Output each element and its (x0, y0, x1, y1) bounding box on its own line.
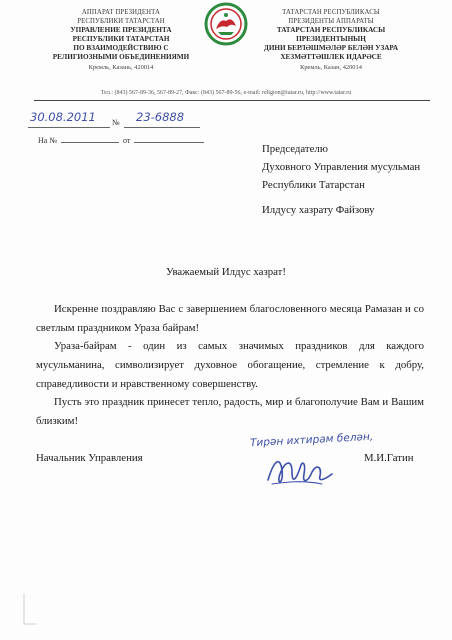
number-label: № (112, 118, 120, 127)
number-underline (124, 127, 200, 128)
reference-ot-label: от (122, 136, 131, 145)
body-paragraph-1: Искренне поздравляю Вас с завершением благословенного месяца Рамазан и со светлым праздником Ураза байрам! (36, 303, 424, 334)
addressee-line2: Духовного Управления мусульман (262, 161, 421, 173)
letterhead-left (36, 8, 206, 72)
addressee-block (262, 140, 420, 194)
date-underline (28, 127, 110, 128)
addressee-line3: Республики Татарстан (262, 179, 365, 191)
signer-title: Начальник Управления (36, 452, 143, 464)
reference-na-label: На № (38, 136, 57, 145)
greeting: Уважаемый Илдус хазрат! (166, 266, 286, 278)
corner-scan-mark (16, 590, 46, 630)
letterhead-right-line6: ХЕЗМӘТТӘШЛЕК ИДАРӘСЕ (280, 53, 382, 61)
handwritten-signature (262, 450, 338, 494)
handwritten-date: 30.08.2011 (30, 110, 96, 124)
letterhead-right-line2: ПРЕЗИДЕНТЫ АППАРАТЫ (288, 18, 374, 25)
letterhead-left-line2: РЕСПУБЛИКИ ТАТАРСТАН (77, 18, 165, 25)
letterhead-right-line1: ТАТАРСТАН РЕСПУБЛИКАСЫ (282, 9, 380, 16)
body-paragraph-3: Пусть это праздник принесет тепло, радость, мир и благополучие Вам и Вашим близким! (36, 396, 424, 427)
reference-line (38, 134, 204, 145)
addressee-line1: Председателю (262, 143, 328, 155)
tatarstan-emblem-icon (204, 2, 248, 46)
letterhead-left-line5: ПО ВЗАИМОДЕЙСТВИЮ С (73, 44, 169, 52)
letterhead-left-line1: АППАРАТ ПРЕЗИДЕНТА (81, 9, 161, 16)
contact-line: Тел.: (843) 567-89-36, 567-89-27, Факс: (843) 567-89-56, e-mail: religion@tatar.ru, http://www.tatar.ru (100, 90, 352, 96)
recipient-name: Илдусу хазрату Файзову (262, 204, 375, 216)
letterhead-left-line6: РЕЛИГИОЗНЫМИ ОБЪЕДИНЕНИЯМИ (52, 53, 190, 61)
reference-number-blank (61, 134, 119, 143)
letterhead-left-line4: РЕСПУБЛИКИ ТАТАРСТАН (72, 35, 170, 43)
handwritten-closing-note: Тирән ихтирам белән, (249, 430, 374, 450)
letterhead-left-line3: УПРАВЛЕНИЕ ПРЕЗИДЕНТА (70, 26, 172, 34)
letterhead-right-line5: ДИНИ БЕРЛӘШМӘЛӘР БЕЛӘН УЗАРА (263, 44, 399, 52)
letterhead-right-line3: ТАТАРСТАН РЕСПУБЛИКАСЫ (276, 26, 386, 34)
handwritten-number: 23-6888 (136, 110, 185, 124)
body-paragraph-2: Ураза-байрам - один из самых значимых праздников для каждого мусульманина, символизирует духовное обогащение, стремление к добру, справедливости и нравственному совершенству. (36, 340, 424, 390)
letterhead-left-address: Кремль, Казань, 420014 (88, 64, 154, 71)
header-divider (34, 100, 430, 101)
letterhead-right-address: Кремль, Казан, 420014 (300, 64, 362, 71)
signer-name: М.И.Гатин (364, 452, 414, 464)
letterhead-right (246, 8, 416, 72)
letterhead-right-line4: ПРЕЗИДЕНТЫНЫҢ (296, 35, 366, 43)
reference-date-blank (134, 134, 204, 143)
